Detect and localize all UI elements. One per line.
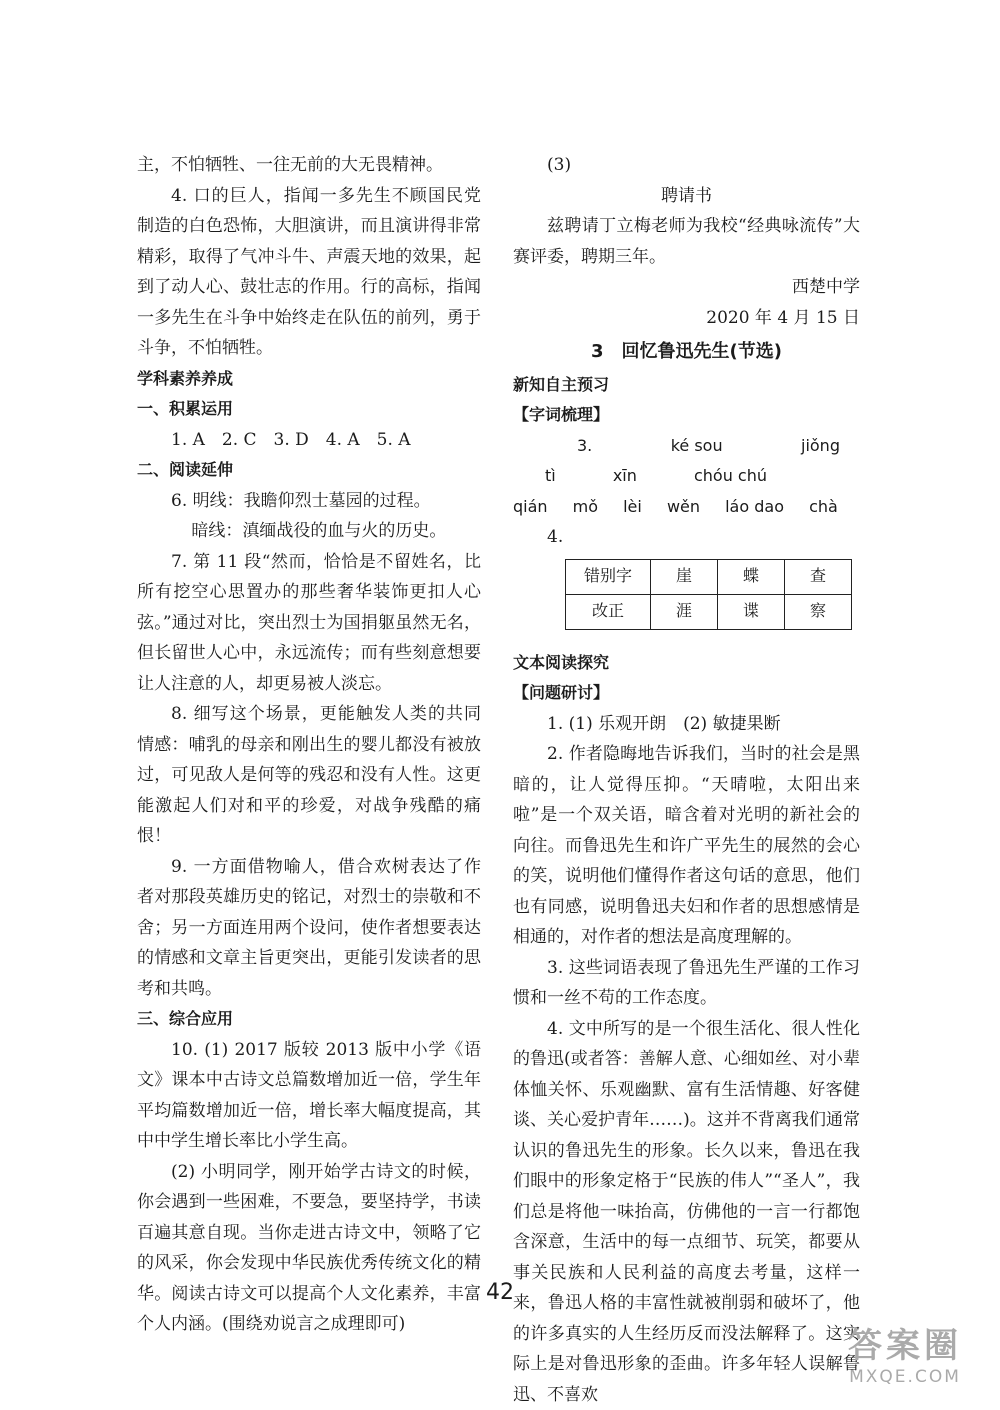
pinyin-item: qián (513, 492, 548, 523)
section-heading: 学科素养养成 (137, 364, 481, 395)
pinyin-item: tì (513, 461, 556, 492)
answer-paragraph: 3. 这些词语表现了鲁迅先生严谨的工作习惯和一丝不苟的工作态度。 (513, 953, 860, 1014)
pinyin-item: chà (809, 492, 838, 523)
question-number: (3) (513, 150, 860, 181)
letter-title: 聘请书 (513, 181, 860, 212)
watermark-url: MXQE.COM (830, 1367, 980, 1387)
pinyin-line (513, 492, 860, 523)
pinyin-item: jiǒng (769, 431, 840, 462)
table-cell: 谍 (718, 594, 785, 629)
table-row (566, 594, 852, 629)
answer-paragraph: 1. (1) 乐观开朗 (2) 敏捷果断 (513, 709, 860, 740)
pinyin-line (513, 431, 860, 492)
subsection-heading: 一、积累运用 (137, 394, 481, 425)
subsection-heading: 【问题研讨】 (513, 678, 860, 709)
table-cell: 错别字 (566, 559, 651, 594)
pinyin-item: ké sou (639, 431, 723, 462)
answer-paragraph: 4. 文中所写的是一个很生活化、很人性化的鲁迅(或者答：善解人意、心细如丝、对小辈体恤关怀、乐观幽默、富有生活情趣、好客健谈、关心爱护青年……)。这并不背离我们通常认识的鲁迅先生的形象。长久以来，鲁迅在我们眼中的形象定格于“民族的伟人”“圣人”，我们总是将他一味抬高，仿佛他的一言一行都饱含深意，生活中的每一点细节、玩笑，都要从事关民族和人民利益的高度去考量，这样一来，鲁迅人格的丰富性就被削弱和破坏了，他的许多真实的人生经历反而没法解释了。这实际上是对鲁迅形象的歪曲。许多年轻人误解鲁迅、不喜欢 (513, 1014, 860, 1410)
answer-paragraph: 7. 第 11 段“然而，恰恰是不留姓名，比所有挖空心思置办的那些奢华装饰更扣人心弦。”通过对比，突出烈士为国捐躯虽然无名，但长留世人心中，永远流传；而有些刻意想要让人注意的人，却更易被人淡忘。 (137, 547, 481, 700)
answer-paragraph: 暗线：滇缅战役的血与火的历史。 (137, 516, 481, 547)
answer-paragraph: 9. 一方面借物喻人，借合欢树表达了作者对那段英雄历史的铭记，对烈士的崇敬和不舍；另一方面连用两个设问，使作者想要表达的情感和文章主旨更突出，更能引发读者的思考和共鸣。 (137, 852, 481, 1005)
table-cell: 崖 (651, 559, 718, 594)
table-cell: 查 (785, 559, 852, 594)
pinyin-item: wěn (667, 492, 700, 523)
correction-table (565, 559, 852, 630)
pinyin-item: chóu chú (662, 461, 767, 492)
answer-paragraph: 8. 细写这个场景，更能触发人类的共同情感：哺乳的母亲和刚出生的婴儿都没有被放过，可见敌人是何等的残忍和没有人性。这更能激起人们对和平的珍爱，对战争残酷的痛恨！ (137, 699, 481, 852)
table-cell: 改正 (566, 594, 651, 629)
watermark-text: 答案圈 (830, 1318, 980, 1367)
subsection-heading: 三、综合应用 (137, 1004, 481, 1035)
answer-paragraph: 主，不怕牺牲、一往无前的大无畏精神。 (137, 150, 481, 181)
question-number: 4. (513, 522, 860, 553)
table-cell: 察 (785, 594, 852, 629)
pinyin-item: mǒ (573, 492, 598, 523)
pinyin-item: láo dao (725, 492, 784, 523)
choice-answers: 1. A 2. C 3. D 4. A 5. A (137, 425, 481, 456)
table-row (566, 559, 852, 594)
page-number: 42 (0, 1280, 1000, 1305)
table-cell: 涯 (651, 594, 718, 629)
section-heading: 文本阅读探究 (513, 648, 860, 679)
pinyin-item: xīn (581, 461, 637, 492)
answer-paragraph: 6. 明线：我瞻仰烈士墓园的过程。 (137, 486, 481, 517)
section-heading: 新知自主预习 (513, 370, 860, 401)
answer-paragraph: 2. 作者隐晦地告诉我们，当时的社会是黑暗的，让人觉得压抑。“天晴啦，太阳出来啦”是一个双关语，暗含着对光明的新社会的向往。而鲁迅先生和许广平先生的展然的会心的笑，说明他们懂得作者这句话的意思，他们也有同感，说明鲁迅夫妇和作者的思想感情是相通的，对作者的想法是高度理解的。 (513, 739, 860, 953)
lesson-title: 3 回忆鲁迅先生(节选) (513, 337, 860, 368)
left-column (137, 150, 481, 1340)
right-column (513, 150, 860, 1410)
letter-signature: 西楚中学 (513, 272, 860, 303)
answer-paragraph: (2) 小明同学，刚开始学古诗文的时候，你会遇到一些困难，不要急，要坚持学，书读百遍其意自现。当你走进古诗文中，领略了它的风采，你会发现中华民族优秀传统文化的精华。阅读古诗文可以提高个人文化素养，丰富个人内涵。(围绕劝说言之成理即可) (137, 1157, 481, 1340)
pinyin-item: lèi (623, 492, 642, 523)
letter-body: 兹聘请丁立梅老师为我校“经典咏流传”大赛评委，聘期三年。 (513, 211, 860, 272)
subsection-heading: 二、阅读延伸 (137, 455, 481, 486)
answer-paragraph: 10. (1) 2017 版较 2013 版中小学《语文》课本中古诗文总篇数增加近一倍，学生年平均篇数增加近一倍，增长率大幅度提高，其中中学生增长率比小学生高。 (137, 1035, 481, 1157)
watermark-logo (830, 1318, 980, 1387)
subsection-heading: 【字词梳理】 (513, 400, 860, 431)
answer-paragraph: 4. 口的巨人，指闻一多先生不顾国民党制造的白色恐怖，大胆演讲，而且演讲得非常精彩，取得了气冲斗牛、声震天地的效果，起到了动人心、鼓壮志的作用。行的高标，指闻一多先生在斗争中始终走在队伍的前列，勇于斗争，不怕牺牲。 (137, 181, 481, 364)
letter-date: 2020 年 4 月 15 日 (513, 303, 860, 334)
table-cell: 蝶 (718, 559, 785, 594)
question-number: 3. (545, 431, 592, 462)
